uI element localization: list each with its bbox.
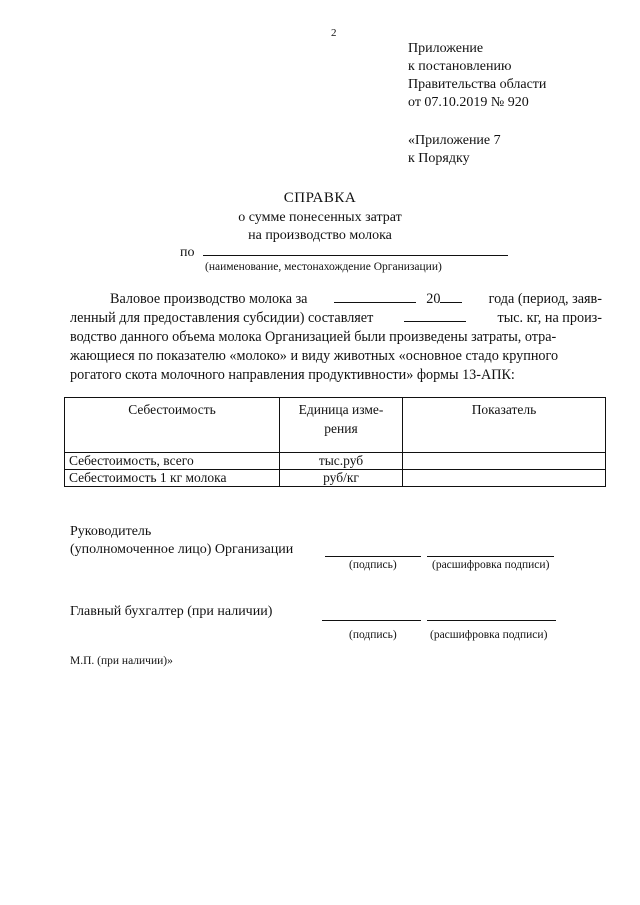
column-header: Единица изме-рения bbox=[280, 398, 403, 453]
table-cell: тыс.руб bbox=[280, 453, 403, 470]
document-title: СПРАВКА bbox=[283, 190, 357, 206]
year-blank[interactable] bbox=[440, 290, 462, 303]
text: года (период, заяв- bbox=[488, 291, 602, 307]
paragraph-line: жающиеся по показателю «молоко» и виду животных «основное стадо крупного bbox=[70, 348, 559, 364]
value-cell[interactable] bbox=[403, 470, 606, 487]
head-label: (уполномоченное лицо) Организации bbox=[70, 542, 294, 557]
body-paragraph bbox=[70, 290, 602, 385]
spacer bbox=[408, 112, 546, 132]
signature-hint: (подпись) bbox=[349, 559, 397, 571]
appendix-line: Правительства области bbox=[408, 77, 547, 92]
appendix-line: к Порядку bbox=[408, 151, 470, 166]
accountant-label: Главный бухгалтер (при наличии) bbox=[70, 604, 273, 619]
head-label: Руководитель bbox=[70, 524, 152, 539]
accountant-decode-blank[interactable] bbox=[427, 619, 556, 621]
appendix-header bbox=[408, 40, 546, 168]
appendix-line: Приложение bbox=[408, 41, 484, 56]
organization-blank[interactable] bbox=[203, 243, 508, 256]
stamp-note: М.П. (при наличии)» bbox=[70, 655, 173, 667]
text: ленный для предоставления субсидии) составляет bbox=[70, 310, 374, 326]
po-label: по bbox=[180, 245, 195, 260]
appendix-line: к постановлению bbox=[408, 59, 512, 74]
decode-hint: (расшифровка подписи) bbox=[432, 559, 550, 571]
volume-blank[interactable] bbox=[404, 309, 466, 322]
column-header: Показатель bbox=[403, 398, 606, 453]
value-cell[interactable] bbox=[403, 453, 606, 470]
organization-hint: (наименование, местонахождение Организации) bbox=[205, 261, 442, 273]
cost-table bbox=[64, 397, 606, 487]
table-cell: Себестоимость, всего bbox=[65, 453, 280, 470]
table-cell: руб/кг bbox=[280, 470, 403, 487]
decode-hint: (расшифровка подписи) bbox=[430, 629, 548, 641]
text: тыс. кг, на произ- bbox=[497, 310, 602, 326]
paragraph-line: рогатого скота молочного направления продуктивности» формы 13-АПК: bbox=[70, 367, 515, 383]
paragraph-line bbox=[70, 290, 602, 309]
head-decode-blank[interactable] bbox=[427, 555, 554, 557]
year-prefix: 20 bbox=[426, 291, 441, 307]
organization-field bbox=[180, 243, 508, 261]
column-header: Себестоимость bbox=[65, 398, 280, 453]
appendix-line: «Приложение 7 bbox=[408, 133, 501, 148]
paragraph-line bbox=[70, 309, 602, 328]
accountant-signature-blank[interactable] bbox=[322, 619, 421, 621]
period-field bbox=[334, 290, 463, 309]
page-number: 2 bbox=[331, 27, 337, 39]
signature-hint: (подпись) bbox=[349, 629, 397, 641]
table-row bbox=[65, 453, 606, 470]
document-subtitle: на производство молока bbox=[248, 228, 392, 243]
document-subtitle: о сумме понесенных затрат bbox=[238, 210, 402, 225]
text: Валовое производство молока за bbox=[110, 291, 308, 307]
table-header-row bbox=[65, 398, 606, 453]
paragraph-line: водство данного объема молока Организацией были произведены затраты, отра- bbox=[70, 329, 557, 345]
head-signature-blank[interactable] bbox=[325, 555, 421, 557]
table-row bbox=[65, 470, 606, 487]
appendix-line: от 07.10.2019 № 920 bbox=[408, 95, 529, 110]
table-cell: Себестоимость 1 кг молока bbox=[65, 470, 280, 487]
period-blank[interactable] bbox=[334, 290, 416, 303]
